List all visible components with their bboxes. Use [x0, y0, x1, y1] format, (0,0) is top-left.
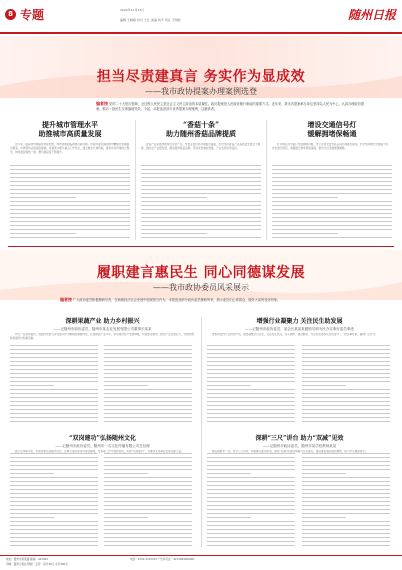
- s2-article4-paragraph: 她扎根教育一线，坚守三尺讲台，积极履行委员职责，围绕“双减”政策落地提出意见建议，推动课后服务提质增效，助力学生健康成长。: [212, 450, 368, 453]
- text-line: [207, 517, 251, 518]
- text-line: [104, 497, 192, 498]
- text-line: [302, 513, 390, 514]
- text-line: [104, 353, 192, 354]
- text-line: [302, 357, 390, 358]
- text-line: [104, 513, 192, 514]
- text-line: [302, 421, 390, 422]
- text-line: [207, 501, 295, 502]
- text-line: [207, 409, 295, 410]
- s2-text-lines: [0, 345, 402, 550]
- text-line: [10, 377, 98, 378]
- text-line: [10, 465, 98, 466]
- text-line: [10, 369, 98, 370]
- s2-article2-paragraph: 他积极发挥行业协会作用，团结凝聚会员企业，关注民生热点，深入调研、建言献策，为企业发展和民生改善办了一批实事好事，赢得广泛好评。: [212, 333, 378, 336]
- s2-article3-subhead: ——记随州市政协委员、随州市一名文化传播有限公司总经理: [55, 444, 150, 448]
- text-line: [10, 461, 98, 462]
- editor-label: 编者按: [60, 297, 72, 302]
- text-line: [207, 485, 295, 486]
- text-line: [104, 481, 192, 482]
- text-line: [302, 481, 390, 482]
- text-line: [272, 189, 392, 190]
- text-line: [272, 213, 392, 214]
- text-line: [272, 185, 392, 186]
- s2-article3-paragraph: 她立足本职岗位，积极传承弘扬随州文化，在履行委员职责中建言献策，在本职工作中创新创优，实现“双岗建功”，为推动文化事业发展贡献力量。: [15, 450, 184, 453]
- text-line: [207, 417, 295, 418]
- text-line: [272, 237, 392, 238]
- text-line: [10, 529, 98, 530]
- text-line: [207, 385, 251, 386]
- s2-article1-subhead: ——记随州市政协委员、随州市某农业发展有限公司董事长某某: [53, 327, 152, 331]
- story1-subhead: ——我市政协提案办理案例选登: [145, 87, 257, 96]
- text-line: [302, 509, 390, 510]
- editor-text: 党的二十大报告强调，全过程人民民主是社会主义民主政治的本质属性。政协提案是人民政协履行职能的重要方式。近年来，我市各提案承办单位坚持以人民为中心，认真办理政协提案，推动一批民生实事落地见效。今起，本报选登部分优秀提案办理案例，以飨读者。: [96, 102, 365, 111]
- text-line: [302, 493, 390, 494]
- text-line: [207, 421, 295, 422]
- text-line: [207, 513, 295, 514]
- s2-article4-subhead: ——记随州市政协委员、随州市某学校教师某某: [262, 444, 337, 448]
- text-line: [10, 169, 130, 170]
- text-line: [104, 453, 192, 454]
- text-line: [10, 421, 98, 422]
- text-line: [104, 529, 192, 530]
- text-line: [141, 225, 261, 226]
- text-line: [272, 209, 392, 210]
- text-line: [104, 345, 192, 346]
- text-line: [302, 389, 390, 390]
- text-line: [302, 533, 390, 534]
- text-line: [104, 413, 192, 414]
- text-line: [10, 405, 98, 406]
- text-line: [10, 201, 130, 202]
- column-divider: [266, 120, 267, 240]
- text-line: [141, 237, 261, 238]
- text-line: [104, 473, 148, 474]
- text-line: [10, 237, 130, 238]
- text-line: [207, 505, 295, 506]
- text-line: [104, 469, 192, 470]
- text-line: [10, 409, 98, 410]
- text-line: [10, 513, 98, 514]
- text-line: [10, 393, 98, 394]
- text-line: [104, 421, 192, 422]
- s1-col3-headline: [272, 120, 392, 138]
- s1-col1-paragraph: 近年来，随着我市城镇化进程加快，城市管理面临新情况新问题。市政协委员围绕城市精细化管理提出提案，市城管执法局高度重视，将提案办理与重点工作结合，建立健全长效机制，推进市容环境综合整治，城市面貌焕然一新，群众满意度不断提升。: [10, 143, 130, 154]
- text-line: [207, 353, 295, 354]
- text-line: [207, 521, 295, 522]
- text-line: [10, 181, 130, 182]
- text-line: [141, 185, 261, 186]
- text-line: [207, 369, 295, 370]
- text-line: [10, 473, 54, 474]
- text-line: [141, 173, 261, 174]
- text-line: [302, 461, 390, 462]
- text-line: [207, 389, 295, 390]
- text-line: [104, 509, 192, 510]
- text-line: [10, 213, 130, 214]
- text-line: [207, 469, 295, 470]
- text-line: [302, 353, 390, 354]
- text-line: [302, 473, 346, 474]
- text-line: [10, 221, 130, 222]
- page-header: [0, 0, 402, 34]
- text-line: [272, 205, 392, 206]
- date-line: 2022年11月23日: [120, 8, 145, 12]
- text-line: [104, 525, 192, 526]
- text-line: [10, 229, 130, 230]
- text-line: [302, 517, 346, 518]
- text-line: [10, 193, 130, 194]
- text-line: [10, 401, 98, 402]
- text-line: [104, 369, 192, 370]
- text-line: [272, 193, 392, 194]
- story-divider: [8, 246, 394, 247]
- text-line: [302, 349, 390, 350]
- text-line: [272, 197, 338, 198]
- text-line: [104, 521, 192, 522]
- s1-col3-headline-line2: 缓解拥堵保畅通: [307, 129, 357, 138]
- text-line: [302, 401, 390, 402]
- text-line: [104, 465, 192, 466]
- text-line: [302, 525, 390, 526]
- text-line: [10, 225, 130, 226]
- column-divider: [135, 120, 136, 240]
- text-line: [207, 381, 295, 382]
- section-title: 专题: [20, 8, 45, 22]
- text-line: [272, 181, 392, 182]
- text-line: [141, 177, 261, 178]
- s1-col2-headline-line1: “香菇十条”: [182, 120, 220, 129]
- text-line: [141, 209, 261, 210]
- footer-printer: 印刷：随州日报社印刷厂 定价：每月30元 全年360元: [6, 563, 68, 566]
- text-line: [10, 505, 98, 506]
- text-line: [141, 169, 261, 170]
- text-line: [141, 201, 261, 202]
- page-footer: [0, 555, 402, 570]
- text-line: [10, 453, 98, 454]
- text-line: [207, 405, 295, 406]
- text-line: [10, 457, 98, 458]
- text-line: [302, 393, 390, 394]
- text-line: [141, 165, 261, 166]
- s1-col2-headline-line2: 助力随州香菇品牌提质: [166, 129, 236, 138]
- text-line: [207, 461, 295, 462]
- text-line: [10, 209, 130, 210]
- story2-headline: 履职建言惠民生 同心同德谋发展: [96, 265, 306, 281]
- text-line: [104, 541, 192, 542]
- text-line: [302, 397, 390, 398]
- text-line: [302, 501, 390, 502]
- text-line: [272, 177, 392, 178]
- text-line: [141, 193, 261, 194]
- story1-editor-note: [96, 101, 368, 112]
- text-line: [141, 221, 261, 222]
- text-line: [207, 525, 295, 526]
- text-line: [104, 401, 192, 402]
- s2-article1-paragraph: 作为一名政协委员，他始终把助力乡村振兴作为履职的重要内容，扎根果蔬产业多年，带动周边农户发展种植，积极建言献策，推动产业发展壮大，为群众增收致富作出积极贡献。: [10, 333, 194, 340]
- text-line: [302, 529, 390, 530]
- text-line: [104, 489, 192, 490]
- text-line: [10, 413, 98, 414]
- text-line: [104, 457, 192, 458]
- text-line: [207, 489, 295, 490]
- text-line: [141, 233, 207, 234]
- s2-article3-headline: “双岗建功”弘扬随州文化: [69, 435, 136, 442]
- text-line: [10, 397, 98, 398]
- text-line: [141, 213, 261, 214]
- text-line: [272, 201, 392, 202]
- text-line: [302, 373, 390, 374]
- text-line: [207, 393, 295, 394]
- text-line: [207, 361, 295, 362]
- story2-subhead: ——我市政协委员风采展示: [153, 283, 249, 292]
- text-line: [10, 525, 98, 526]
- s1-col2-headline: [141, 120, 261, 138]
- text-line: [10, 545, 98, 546]
- text-line: [207, 397, 295, 398]
- s2-article4-headline: 深耕“三尺”讲台 助力“双减”见效: [255, 435, 344, 442]
- text-line: [10, 489, 98, 490]
- text-line: [10, 349, 98, 350]
- text-line: [141, 181, 261, 182]
- text-line: [10, 481, 98, 482]
- text-line: [302, 409, 390, 410]
- text-line: [207, 497, 295, 498]
- story2-editor-note: [60, 297, 342, 303]
- text-line: [104, 349, 192, 350]
- text-line: [207, 493, 295, 494]
- text-line: [207, 377, 295, 378]
- s1-col2-paragraph: 香菇产业是随州的特色优势产业。市农业农村局办理委员提案，出台支持香菇产业高质量发展若干措施，推动全产业链发展，擦亮随州香菇品牌，带动农民增收致富，产业发展态势良好。: [141, 143, 261, 150]
- text-line: [104, 397, 192, 398]
- text-line: [104, 501, 192, 502]
- text-line: [207, 533, 295, 534]
- text-line: [10, 357, 98, 358]
- text-line: [207, 365, 295, 366]
- s2-article2-headline: 增强行业凝聚力 关注民生助发展: [256, 318, 343, 325]
- text-line: [10, 497, 98, 498]
- text-line: [207, 345, 295, 346]
- text-line: [10, 537, 98, 538]
- text-line: [104, 493, 192, 494]
- text-line: [207, 541, 295, 542]
- text-line: [10, 189, 130, 190]
- text-line: [272, 169, 392, 170]
- text-line: [10, 197, 76, 198]
- newspaper-logo: 随州日报: [347, 8, 396, 22]
- text-line: [207, 401, 295, 402]
- text-line: [207, 453, 295, 454]
- text-line: [302, 361, 390, 362]
- text-line: [10, 205, 130, 206]
- footer-phone: 电话：0722-3333333 广告许可证：4213004000001: [130, 558, 195, 561]
- text-line: [302, 385, 346, 386]
- text-line: [10, 541, 98, 542]
- text-line: [302, 465, 390, 466]
- text-line: [302, 477, 390, 478]
- text-line: [141, 229, 261, 230]
- text-line: [104, 417, 192, 418]
- text-line: [104, 505, 192, 506]
- text-line: [207, 357, 295, 358]
- editor-text: 广大政协委员积极履职尽责，在助推经济社会发展中展现担当作为。本报选登部分政协委员履职风采，展示委员们心系群众、服务大局的良好形象。: [73, 298, 281, 302]
- editor-line: 编辑 王晓峰 校对 王红 美编 刘平 责任 王明皓: [120, 18, 181, 22]
- text-line: [10, 233, 76, 234]
- text-line: [207, 537, 295, 538]
- text-line: [141, 197, 207, 198]
- text-line: [10, 517, 54, 518]
- text-line: [302, 377, 390, 378]
- s2-article2-subhead: ——记随州市政协委员、某会长某某某履职尽职为民办实事好委员事迹: [245, 327, 354, 331]
- text-line: [10, 173, 130, 174]
- s1-col1-headline-line1: 提升城市管理水平: [42, 120, 98, 129]
- text-line: [207, 545, 295, 546]
- text-line: [302, 405, 390, 406]
- text-line: [10, 165, 130, 166]
- text-line: [272, 221, 392, 222]
- text-line: [10, 485, 98, 486]
- text-line: [141, 217, 261, 218]
- text-line: [104, 389, 192, 390]
- text-line: [207, 473, 251, 474]
- text-line: [302, 489, 390, 490]
- text-line: [10, 177, 130, 178]
- text-line: [10, 493, 98, 494]
- text-line: [10, 217, 130, 218]
- s1-col1-headline-line2: 助推城市高质量发展: [38, 129, 102, 138]
- text-line: [10, 389, 98, 390]
- text-line: [10, 361, 98, 362]
- text-line: [104, 357, 192, 358]
- text-line: [302, 469, 390, 470]
- s1-text-lines: [0, 165, 402, 243]
- text-line: [272, 217, 392, 218]
- text-line: [10, 353, 98, 354]
- text-line: [302, 453, 390, 454]
- text-line: [104, 393, 192, 394]
- text-line: [104, 377, 192, 378]
- text-line: [302, 381, 390, 382]
- text-line: [104, 477, 192, 478]
- text-line: [302, 365, 390, 366]
- text-line: [302, 457, 390, 458]
- text-line: [10, 533, 98, 534]
- text-line: [302, 485, 390, 486]
- s1-col3-paragraph: 针对城区部分路口交通拥堵问题，市公安局交警支队认真办理委员提案，科学规划增设交通信号灯，优化通行组织，道路通行效率明显提高，群众出行更加便捷顺畅。: [272, 143, 392, 150]
- text-line: [104, 373, 192, 374]
- text-line: [141, 189, 261, 190]
- text-line: [104, 485, 192, 486]
- text-line: [302, 505, 390, 506]
- text-line: [10, 521, 98, 522]
- text-line: [207, 529, 295, 530]
- text-line: [302, 413, 390, 414]
- text-line: [302, 537, 390, 538]
- page-number: 8: [5, 9, 16, 20]
- text-line: [10, 373, 98, 374]
- story1-headline: 担当尽责建真言 务实作为显成效: [96, 69, 306, 85]
- text-line: [104, 405, 192, 406]
- text-line: [104, 517, 148, 518]
- text-line: [207, 457, 295, 458]
- text-line: [10, 469, 98, 470]
- text-line: [10, 501, 98, 502]
- text-line: [10, 365, 98, 366]
- editor-label: 编者按: [96, 101, 108, 106]
- text-line: [302, 497, 390, 498]
- text-line: [302, 541, 390, 542]
- text-line: [104, 461, 192, 462]
- text-line: [272, 225, 392, 226]
- footer-address: 地址：随州市某某路 邮编：441300: [6, 558, 48, 561]
- text-line: [10, 417, 98, 418]
- text-line: [207, 465, 295, 466]
- text-line: [207, 481, 295, 482]
- text-line: [10, 185, 130, 186]
- text-line: [141, 205, 261, 206]
- text-line: [272, 173, 392, 174]
- text-line: [302, 417, 390, 418]
- text-line: [104, 381, 192, 382]
- text-line: [302, 345, 390, 346]
- s1-col1-headline: [10, 120, 130, 138]
- text-line: [104, 385, 148, 386]
- text-line: [272, 165, 392, 166]
- text-line: [302, 545, 390, 546]
- text-line: [10, 477, 98, 478]
- text-line: [104, 409, 192, 410]
- text-line: [272, 229, 392, 230]
- text-line: [302, 521, 390, 522]
- text-line: [104, 537, 192, 538]
- text-line: [10, 381, 98, 382]
- text-line: [10, 509, 98, 510]
- text-line: [207, 373, 295, 374]
- text-line: [104, 545, 192, 546]
- text-line: [10, 385, 54, 386]
- text-line: [104, 365, 192, 366]
- text-line: [207, 509, 295, 510]
- text-line: [207, 349, 295, 350]
- s2-article1-headline: 深耕果蔬产业 助力乡村振兴: [65, 318, 140, 325]
- text-line: [207, 477, 295, 478]
- text-line: [302, 369, 390, 370]
- text-line: [10, 345, 98, 346]
- text-line: [104, 361, 192, 362]
- s1-col3-headline-line1: 增设交通信号灯: [307, 120, 357, 129]
- text-line: [104, 533, 192, 534]
- text-line: [207, 413, 295, 414]
- text-line: [272, 233, 338, 234]
